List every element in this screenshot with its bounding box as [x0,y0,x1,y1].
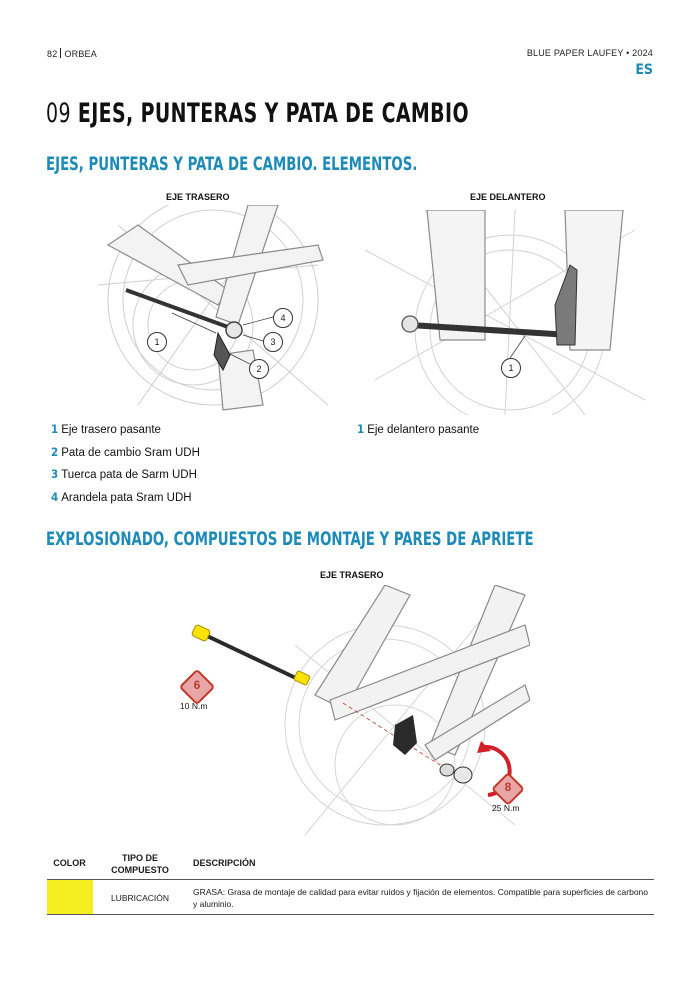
list-item [357,422,479,436]
section-number: 09 [46,98,71,129]
table-bottom-rule [47,914,654,915]
table-header-color: COLOR [53,858,86,868]
list-item [51,422,200,445]
list-number: 4 [51,489,59,504]
front-callout-1: 1 [501,358,521,378]
page-number: 82 [47,49,58,59]
rear-callout-4: 4 [273,308,293,328]
doc-title: BLUE PAPER LAUFEY • 2024 [526,48,653,58]
exploded-rear-illustration [185,585,530,840]
list-label: Eje trasero pasante [61,424,161,436]
front-axle-caption: EJE DELANTERO [470,192,546,202]
list-item [51,490,200,513]
page-header-left [47,48,97,59]
table-top-rule [47,879,654,880]
list-number: 2 [51,444,59,459]
rear-callout-2: 2 [249,359,269,379]
hex-key-8-label: 8 [504,780,512,794]
list-label: Arandela pata Sram UDH [61,491,192,504]
rear-parts-list [51,422,200,512]
compound-type: LUBRICACIÓN [110,893,170,903]
list-item [51,467,200,490]
lubrication-color-swatch [47,880,93,914]
table-header-description: DESCRIPCIÓN [193,858,256,868]
language-code: ES [635,62,653,78]
compound-description: GRASA: Grasa de montaje de calidad para evitar ruidos y fijación de elementos. Compatible para superficies de carbono y aluminio. [193,887,648,909]
exploded-caption: EJE TRASERO [320,570,384,580]
rear-axle-caption: EJE TRASERO [166,192,230,202]
rear-axle-illustration [78,205,340,415]
header-divider [60,48,61,58]
exploded-heading: EXPLOSIONADO, COMPUESTOS DE MONTAJE Y PARES DE APRIETE [46,528,534,550]
front-parts-list [357,422,479,436]
list-number: 3 [51,467,59,481]
section-title [46,98,469,129]
rear-callout-1: 1 [147,332,167,352]
section-title-text: EJES, PUNTERAS Y PATA DE CAMBIO [77,98,469,129]
torque-value-b: 25 N.m [492,803,520,813]
front-axle-illustration [365,210,647,415]
torque-value-a: 10 N.m [180,701,208,711]
table-header-type: TIPO DE COMPUESTO [111,853,169,875]
list-label: Eje delantero pasante [367,424,480,436]
list-number: 1 [357,422,365,436]
brand-name: ORBEA [64,49,97,59]
hex-key-6-label: 6 [193,678,201,692]
list-label: Tuerca pata de Sarm UDH [61,469,197,481]
elements-heading: EJES, PUNTERAS Y PATA DE CAMBIO. ELEMENTOS. [46,153,418,175]
rear-callout-3: 3 [263,332,283,352]
list-item [51,445,200,468]
list-label: Pata de cambio Sram UDH [61,446,200,459]
list-number: 1 [51,422,59,436]
